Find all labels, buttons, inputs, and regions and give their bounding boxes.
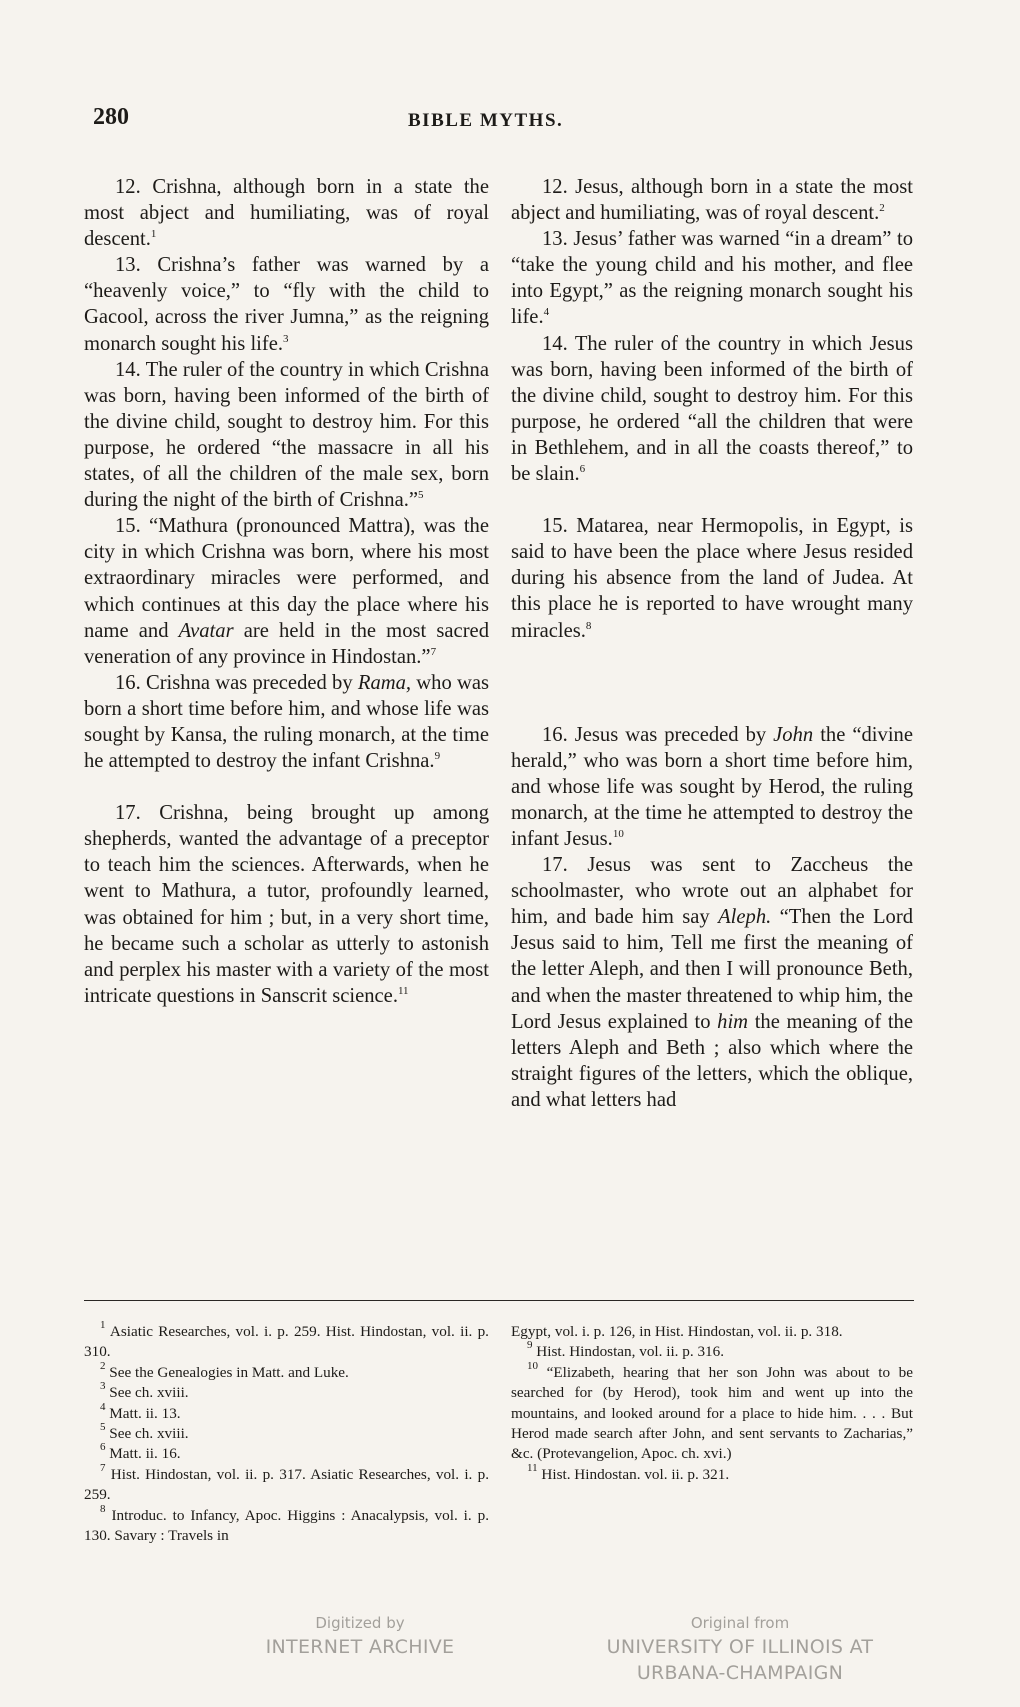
footnote: $^4$ Matt. ii. 13.	[100, 1400, 181, 1422]
paragraph-right-13: 13. Jesus’ father was warned “in a dream” to “take the young child and his mother, and flee into Egypt,” as the reigning monarch sought his life.$^4$	[511, 228, 913, 329]
footnote-ref: 4	[543, 306, 550, 319]
paragraph-left-15: 15. “Mathura (pronounced Mattra), was the city in which Crishna was born, where his most extraordinary miracles were performed, and which continues at this day the place where his name and Avatar are held in the most sacred veneration of any province in Hindostan.”$^7$	[84, 515, 489, 668]
paragraph-right-15: 15. Matarea, near Hermopolis, in Egypt, is said to have been the place where Jesus resided during his absence from the land of Judea. At this place he is reported to have wrought many miracles.$^8$	[511, 515, 913, 642]
footnote-ref: 1	[150, 228, 157, 241]
left-column-krishna	[84, 174, 489, 1009]
footnote: $^{11}$ Hist. Hindostan. vol. ii. p. 321.	[527, 1461, 730, 1483]
footnote: $^6$ Matt. ii. 16.	[100, 1441, 181, 1463]
footnote-divider	[84, 1300, 914, 1301]
paragraph-left-17: 17. Crishna, being brought up among shepherds, wanted the advantage of a preceptor to teach him the sciences. Afterwards, when he went to Mathura, a tutor, profoundly learned, was obtained for him ; but, in a very short time, he became such a scholar as utterly to astonish and perplex his master with a variety of the most intricate questions in Sanscrit science.$^{11}$	[84, 802, 489, 1007]
footnote-continuation: Egypt, vol. i. p. 126, in Hist. Hindostan, vol. ii. p. 318.	[511, 1323, 843, 1340]
footnote-ref: 11	[397, 984, 409, 997]
footnote-ref: 7	[430, 645, 437, 658]
footnote: $^5$ See ch. xviii.	[100, 1421, 189, 1443]
footnote: $^1$ Asiatic Researches, vol. i. p. 259. Hist. Hindostan, vol. ii. p. 310.	[84, 1319, 489, 1361]
footnote: $^{10}$ “Elizabeth, hearing that her son John was about to be searched for (by Herod), took him and went up into the mountains, and looked around for a place to hide him. . . . But Herod made search after John, and sent servants to Zacharias,” &c. (Protevangelion, Apoc. ch. xvi.)	[511, 1359, 914, 1463]
page-number: 280	[93, 104, 129, 130]
footnotes-left	[84, 1319, 489, 1546]
footnote-ref: 2	[879, 202, 885, 215]
paragraph-right-17: 17. Jesus was sent to Zaccheus the schoolmaster, who wrote out an alphabet for him, and bade him say Aleph. “Then the Lord Jesus said to him, Tell me first the meaning of the letter Aleph, and then I will pronounce Beth, and when the master threatened to whip him, the Lord Jesus explained to him the meaning of the letters Aleph and Beth ; also which where the straight figures of the letters, which the oblique, and what letters had	[511, 854, 914, 1111]
running-title: BIBLE MYTHS.	[408, 110, 564, 131]
paragraph-right-16: 16. Jesus was preceded by John the “divine herald,” who was born a short time before him, and whose life was sought by Herod, the ruling monarch, at the time he attempted to destroy the infant Jesus.$^{10}$	[511, 723, 913, 850]
footnotes-right	[511, 1322, 913, 1485]
footnote: $^3$ See ch. xviii.	[100, 1380, 189, 1402]
footnote: $^9$ Hist. Hindostan, vol. ii. p. 316.	[527, 1339, 725, 1361]
footnote-ref: 3	[283, 332, 289, 345]
paragraph-right-12: 12. Jesus, although born in a state the most abject and humiliating, was of royal descent.$^2$	[511, 176, 913, 225]
footnote-ref: 6	[579, 463, 586, 476]
digitized-by-watermark: Digitized by INTERNET ARCHIVE	[265, 1614, 455, 1658]
paragraph-left-14: 14. The ruler of the country in which Crishna was born, having been informed of the birth of the divine child, sought to destroy him. For this purpose, he ordered “the massacre in all his states, of all the children of the male sex, born during the night of the birth of Crishna.”$^5$	[84, 358, 489, 512]
right-column-jesus	[511, 174, 913, 1113]
footnote: $^2$ See the Genealogies in Matt. and Luke.	[100, 1359, 349, 1381]
footnote: $^8$ Introduc. to Infancy, Apoc. Higgins : Anacalypsis, vol. i. p. 130. Savary : Travels in	[84, 1502, 489, 1545]
paragraph-left-16: 16. Crishna was preceded by Rama, who was born a short time before him, and whose life was sought by Kansa, the ruling monarch, at the time he attempted to destroy the infant Crishna.$^9$	[84, 671, 489, 773]
footnote-ref: 5	[418, 489, 424, 502]
page-header	[0, 104, 1020, 144]
footnote-ref: 9	[434, 750, 441, 763]
paragraph-right-14: 14. The ruler of the country in which Jesus was born, having been informed of the birth of the divine child, sought to destroy him. For this purpose, he ordered “all the children that were in Bethlehem, and in all the coasts thereof,” to be slain.$^6$	[511, 332, 913, 486]
paragraph-left-12: 12. Crishna, although born in a state the most abject and humiliating, was of royal descent.$^1$	[84, 176, 489, 251]
footnote-ref: 8	[585, 619, 592, 632]
footnote: $^7$ Hist. Hindostan, vol. ii. p. 317. Asiatic Researches, vol. i. p. 259.	[84, 1461, 489, 1504]
footnote-ref: 10	[612, 827, 624, 840]
paragraph-left-13: 13. Crishna’s father was warned by a “heavenly voice,” to “fly with the child to Gacool, across the river Jumna,” as the reigning monarch sought his life.$^3$	[84, 254, 489, 355]
original-from-watermark: Original from UNIVERSITY OF ILLINOIS AT URBANA-CHAMPAIGN	[606, 1614, 874, 1684]
